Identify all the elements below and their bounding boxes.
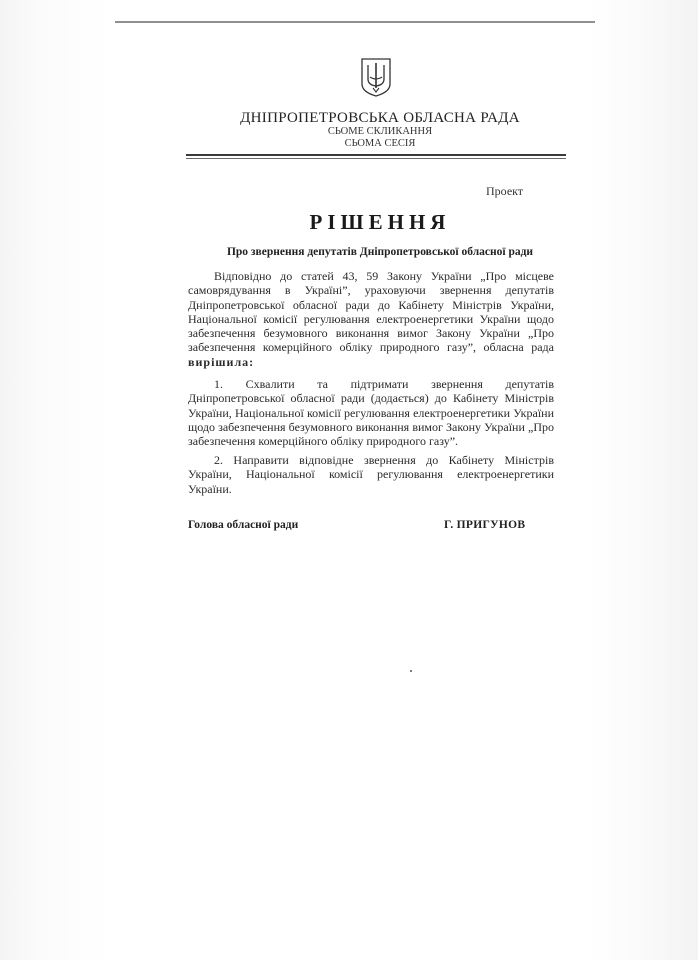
document-type-heading: РІШЕННЯ: [309, 210, 451, 234]
decision-item-2: 2. Направити відповідне звернення до Кабінету Міністрів України, Національної комісії регулювання електроенергетики України.: [188, 453, 554, 496]
convocation-label: СЬОМЕ СКЛИКАННЯ: [327, 126, 433, 137]
header-rule-thin: [186, 158, 566, 159]
draft-status-label: Проект: [486, 184, 524, 198]
scan-speck: [410, 670, 412, 672]
decided-keyword: вирішила:: [188, 354, 255, 369]
document-subject: Про звернення депутатів Дніпропетровської обласної ради: [226, 246, 534, 258]
decision-item-1: 1. Схвалити та підтримати звернення депутатів Дніпропетровської обласної ради (додається) до Кабінету Міністрів України, Національної комісії регулювання електроенергетики України щодо забезпечення безумовного виконання вимог Закону України „Про забезпечення комерційного обліку природного газу”.: [188, 377, 554, 449]
organization-title: ДНІПРОПЕТРОВСЬКА ОБЛАСНА РАДА: [240, 110, 520, 126]
trident-emblem-icon: [359, 57, 393, 97]
signatory-role: Голова обласної ради: [188, 519, 299, 531]
preamble-paragraph: [188, 269, 554, 369]
preamble-text: Відповідно до статей 43, 59 Закону України „Про місцеве самоврядування в Україні”, ураховуючи звернення депутатів Дніпропетровської обласної ради до Кабінету Міністрів України, Національної комісії регулювання електроенергетики України щодо забезпечення безумовного виконання вимог Закону України „Про забезпечення комерційного обліку природного газу”, обласна рада: [188, 269, 554, 355]
session-label: СЬОМА СЕСІЯ: [344, 138, 416, 149]
header-rule-thick: [186, 154, 566, 156]
scan-edge-line: [115, 21, 595, 23]
signatory-name: Г. ПРИГУНОВ: [444, 519, 526, 531]
